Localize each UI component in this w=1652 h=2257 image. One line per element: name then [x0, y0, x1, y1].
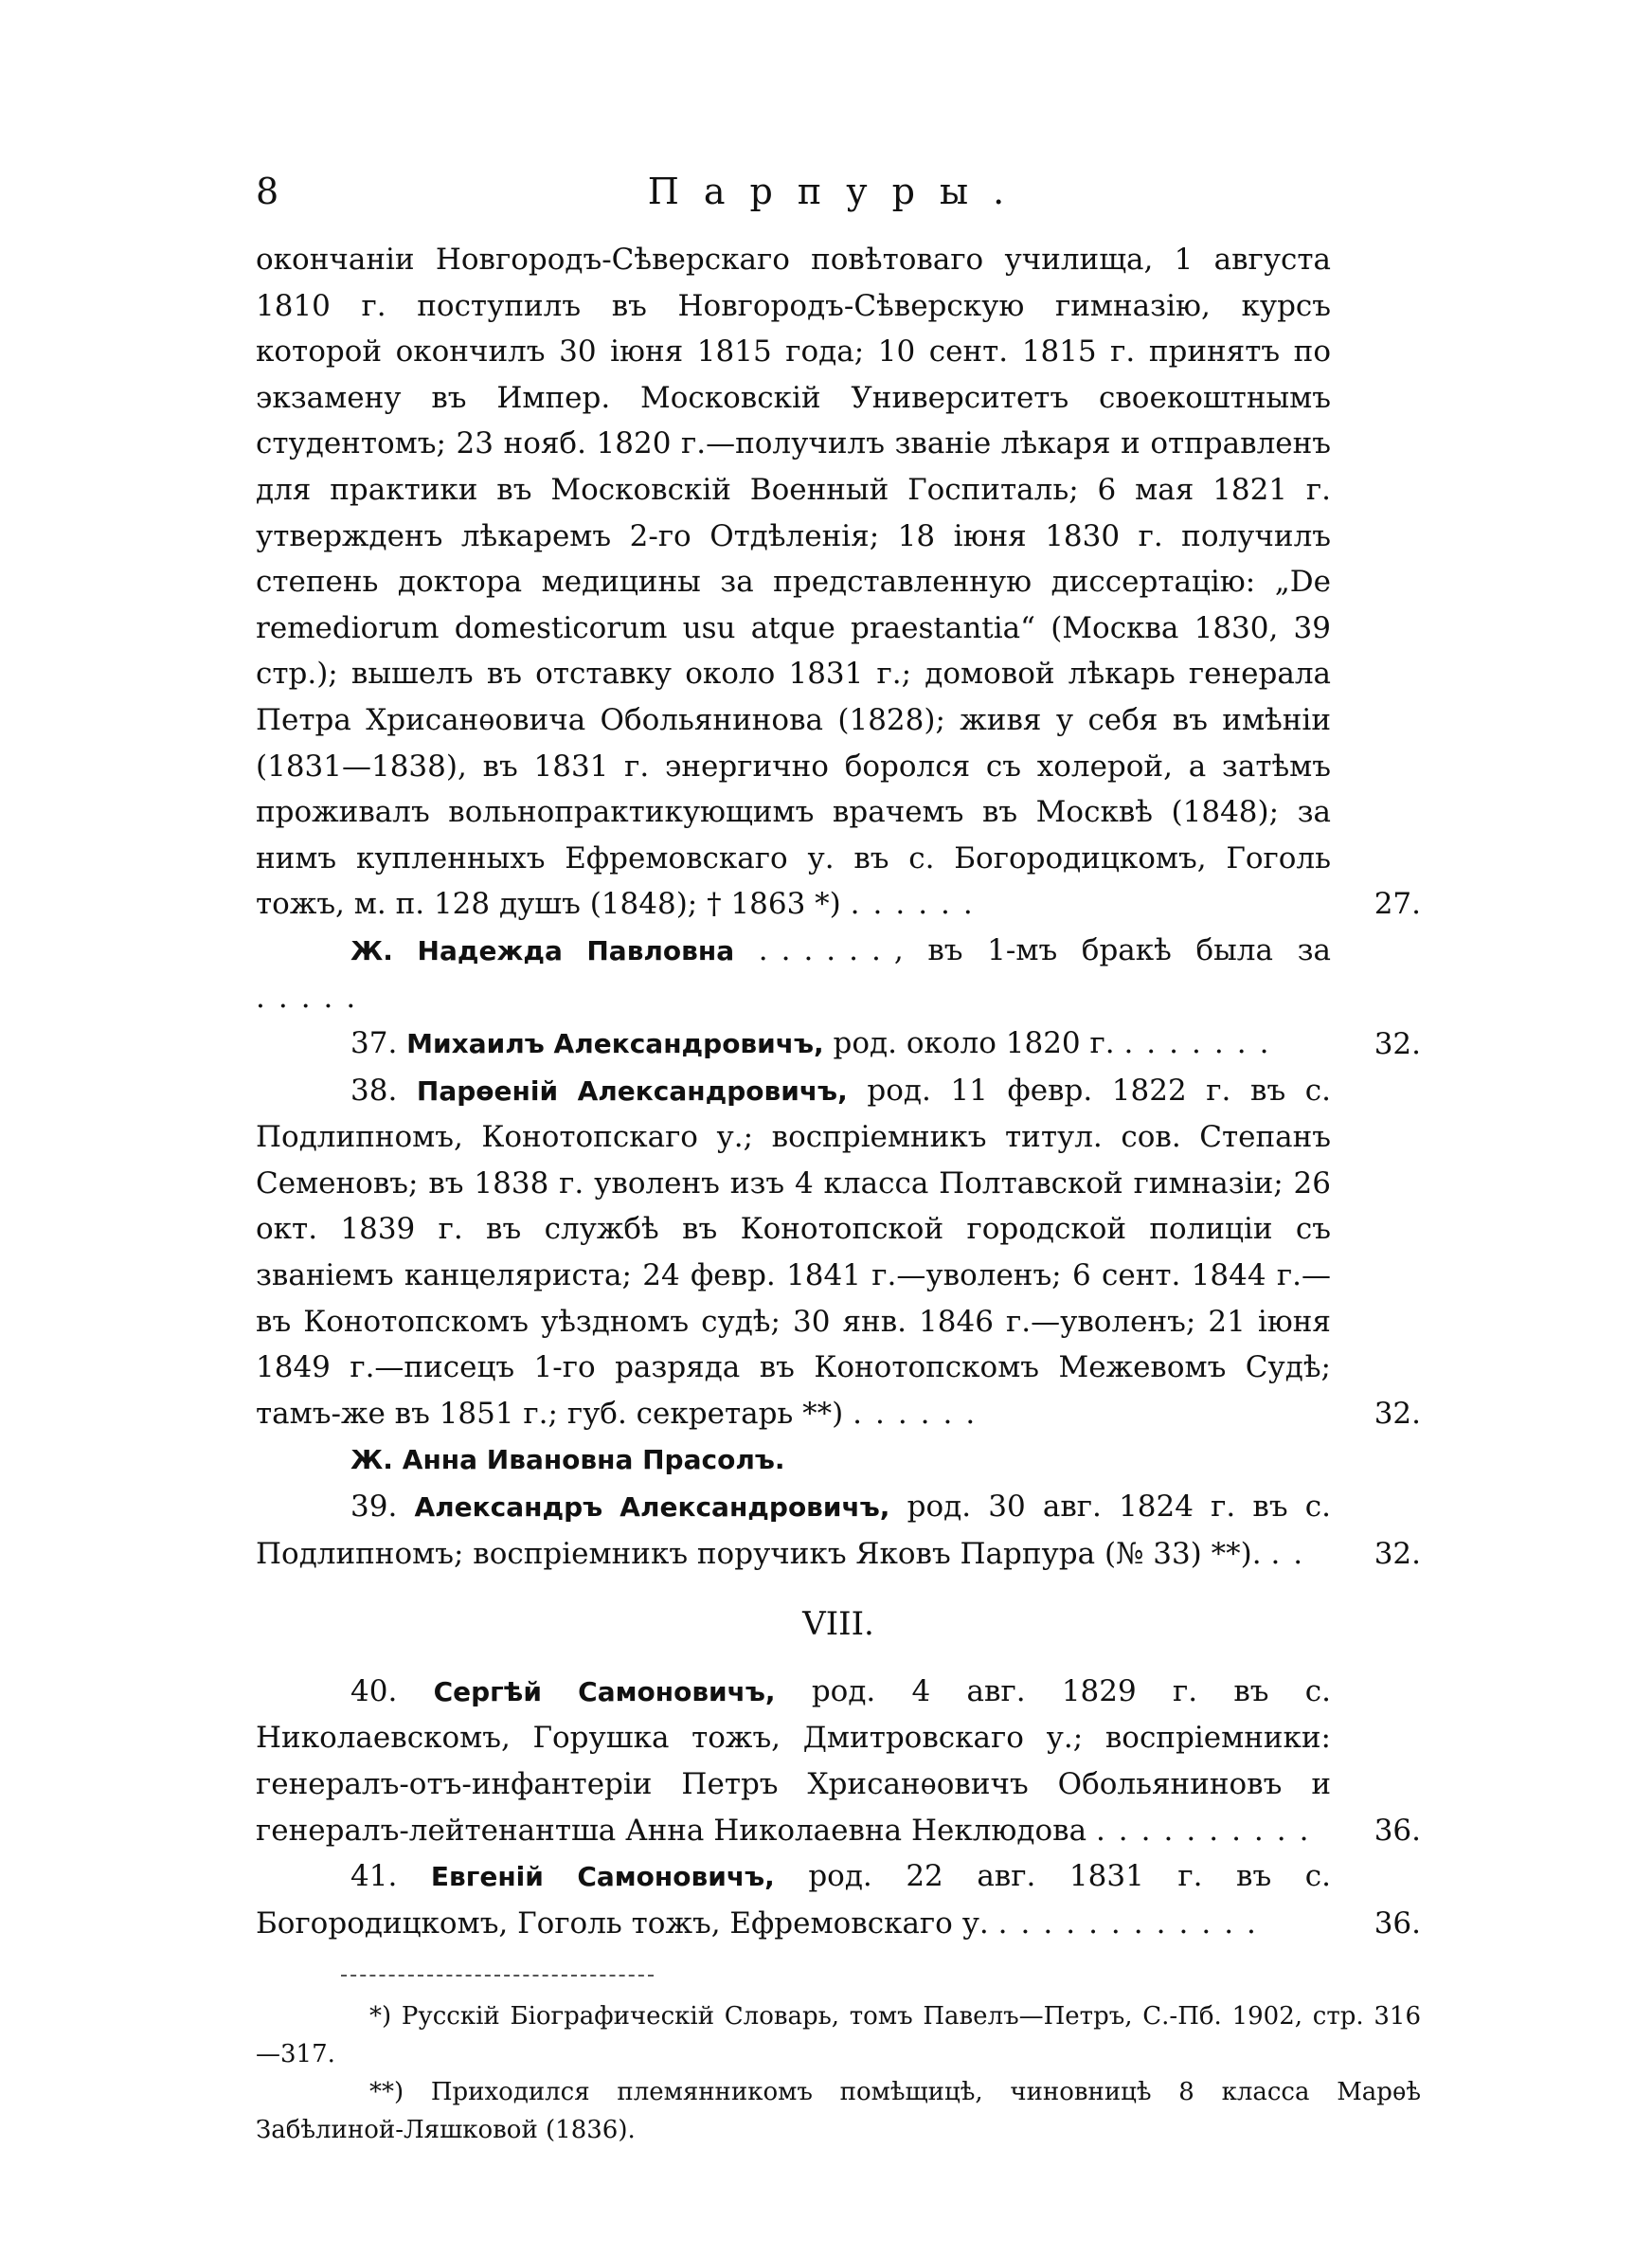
leader-dots: ...... [853, 1396, 989, 1431]
entry-41 [256, 1853, 1421, 1946]
entry-text: род. 22 авг. 1831 г. въ с. Богородицкомъ, Гоголь тожъ, Ефремовскаго у. [256, 1859, 1331, 1941]
wife-prefix: Ж. [350, 934, 393, 966]
wife-entry [256, 1436, 1421, 1484]
page-reference: 27. [1374, 887, 1421, 922]
entry-number: 37. [350, 1026, 398, 1061]
leader-dots: ...... [758, 932, 894, 967]
footnotes [256, 1997, 1421, 2149]
entry-number: 38. [350, 1073, 398, 1108]
section-heading: VIII. [802, 1605, 874, 1644]
wife-prefix: Ж. [350, 1444, 393, 1476]
entry-36-continuation [256, 237, 1421, 928]
main-text [256, 237, 1421, 1946]
wife-text: , въ 1-мъ бракѣ была за [893, 932, 1331, 967]
wife-name: Анна Ивановна Прасолъ. [402, 1444, 785, 1476]
wife-entry [256, 928, 1421, 1020]
person-name: Евгеній Самоновичъ, [430, 1861, 775, 1893]
page-header [256, 171, 1421, 237]
leader-dots: .. [1270, 1536, 1317, 1571]
wife-name: Надежда Павловна [417, 934, 735, 966]
leader-dots: .......... [1095, 1813, 1322, 1848]
page-number: 8 [256, 171, 279, 212]
person-name: Сергѣй Самоновичъ, [433, 1675, 776, 1707]
page-reference: 32. [1374, 1027, 1421, 1062]
footnote-divider [341, 1975, 654, 1977]
entry-text: род. около 1820 г. [833, 1026, 1115, 1061]
entry-text: род. 11 февр. 1822 г. въ с. Подлипномъ, Конотопскаго у.; воспріемникъ титул. сов. Степанъ Семеновъ; въ 1838 г. уволенъ изъ 4 класса Полтавской гимназіи; 26 окт. 1839 г. въ службѣ въ Конотопской городской полиціи съ званіемъ канцеляриста; 24 февр. 1841 г.—уволенъ; 6 сент. 1844 г.—въ Конотопскомъ уѣздномъ судѣ; 30 янв. 1846 г.—уволенъ; 21 іюня 1849 г.—писецъ 1-го разряда въ Конотопскомъ Межевомъ Судѣ; тамъ-же въ 1851 г.; губ. секретарь **) [256, 1073, 1331, 1431]
footnote-1: *) Русскій Біографическій Словарь, томъ Павелъ—Петръ, С.-Пб. 1902, стр. 316—317. [256, 2002, 1421, 2069]
entry-number: 40. [350, 1673, 398, 1708]
page-reference: 32. [1374, 1396, 1421, 1431]
entry-39 [256, 1484, 1421, 1577]
entry-37 [256, 1020, 1421, 1068]
leader-dots: ............ [997, 1905, 1269, 1941]
entry-text: окончаніи Новгородъ-Сѣверскаго повѣтоваго училища, 1 августа 1810 г. поступилъ въ Новгородъ-Сѣверскую гимназію, курсъ которой окончилъ 30 іюня 1815 года; 10 сент. 1815 г. принятъ по экзамену въ Импер. Московскій Университетъ своекоштнымъ студентомъ; 23 нояб. 1820 г.—получилъ званіе лѣкаря и отправленъ для практики въ Московскій Военный Госпиталь; 6 мая 1821 г. утвержденъ лѣкаремъ 2-го Отдѣленія; 18 іюня 1830 г. получилъ степень доктора медицины за представленную диссертацію: „De remediorum domesticorum usu atque praestantia“ (Москва 1830, 39 стр.); вышелъ въ отставку около 1831 г.; домовой лѣкарь генерала Петра Хрисанѳовича Обольянинова (1828); живя у себя въ имѣніи (1831—1838), въ 1831 г. энергично боролся съ холерой, а затѣмъ проживалъ вольнопрактикующимъ врачемъ въ Москвѣ (1848); за нимъ купленныхъ Ефремовскаго у. въ с. Богородицкомъ, Гоголь тожъ, м. п. 128 душъ (1848); † 1863 *) [256, 243, 1331, 922]
person-name: Парѳеній Александровичъ, [416, 1074, 848, 1107]
entry-number: 41. [350, 1859, 398, 1894]
person-name: Михаилъ Александровичъ, [406, 1028, 824, 1060]
page-reference: 32. [1374, 1536, 1421, 1571]
leader-dots: ....... [1123, 1026, 1283, 1061]
running-title: Парпуры. [647, 171, 1030, 212]
page-reference: 36. [1374, 1905, 1421, 1941]
person-name: Александръ Александровичъ, [414, 1491, 890, 1524]
entry-text: род. 30 авг. 1824 г. въ с. Подлипномъ; воспріемникъ поручикъ Яковъ Парпура (№ 33) **). [256, 1490, 1331, 1571]
footnote-2: **) Приходился племянникомъ помѣщицѣ, чиновницѣ 8 класса Марѳѣ Забѣлиной-Ляшковой (1836). [256, 2078, 1421, 2145]
book-page [256, 171, 1421, 2149]
leader-dots: ..... [256, 980, 369, 1015]
entry-number: 39. [350, 1490, 398, 1525]
entry-text: род. 4 авг. 1829 г. въ с. Николаевскомъ, Горушка тожъ, Дмитровскаго у.; воспріемники: генералъ-отъ-инфантеріи Петръ Хрисанѳовичъ Обольяниновъ и генералъ-лейтенантша Анна Николаевна Неклюдова [256, 1673, 1331, 1848]
leader-dots: ...... [850, 887, 986, 922]
entry-38 [256, 1068, 1421, 1437]
entry-40 [256, 1669, 1421, 1853]
page-reference: 36. [1374, 1813, 1421, 1848]
